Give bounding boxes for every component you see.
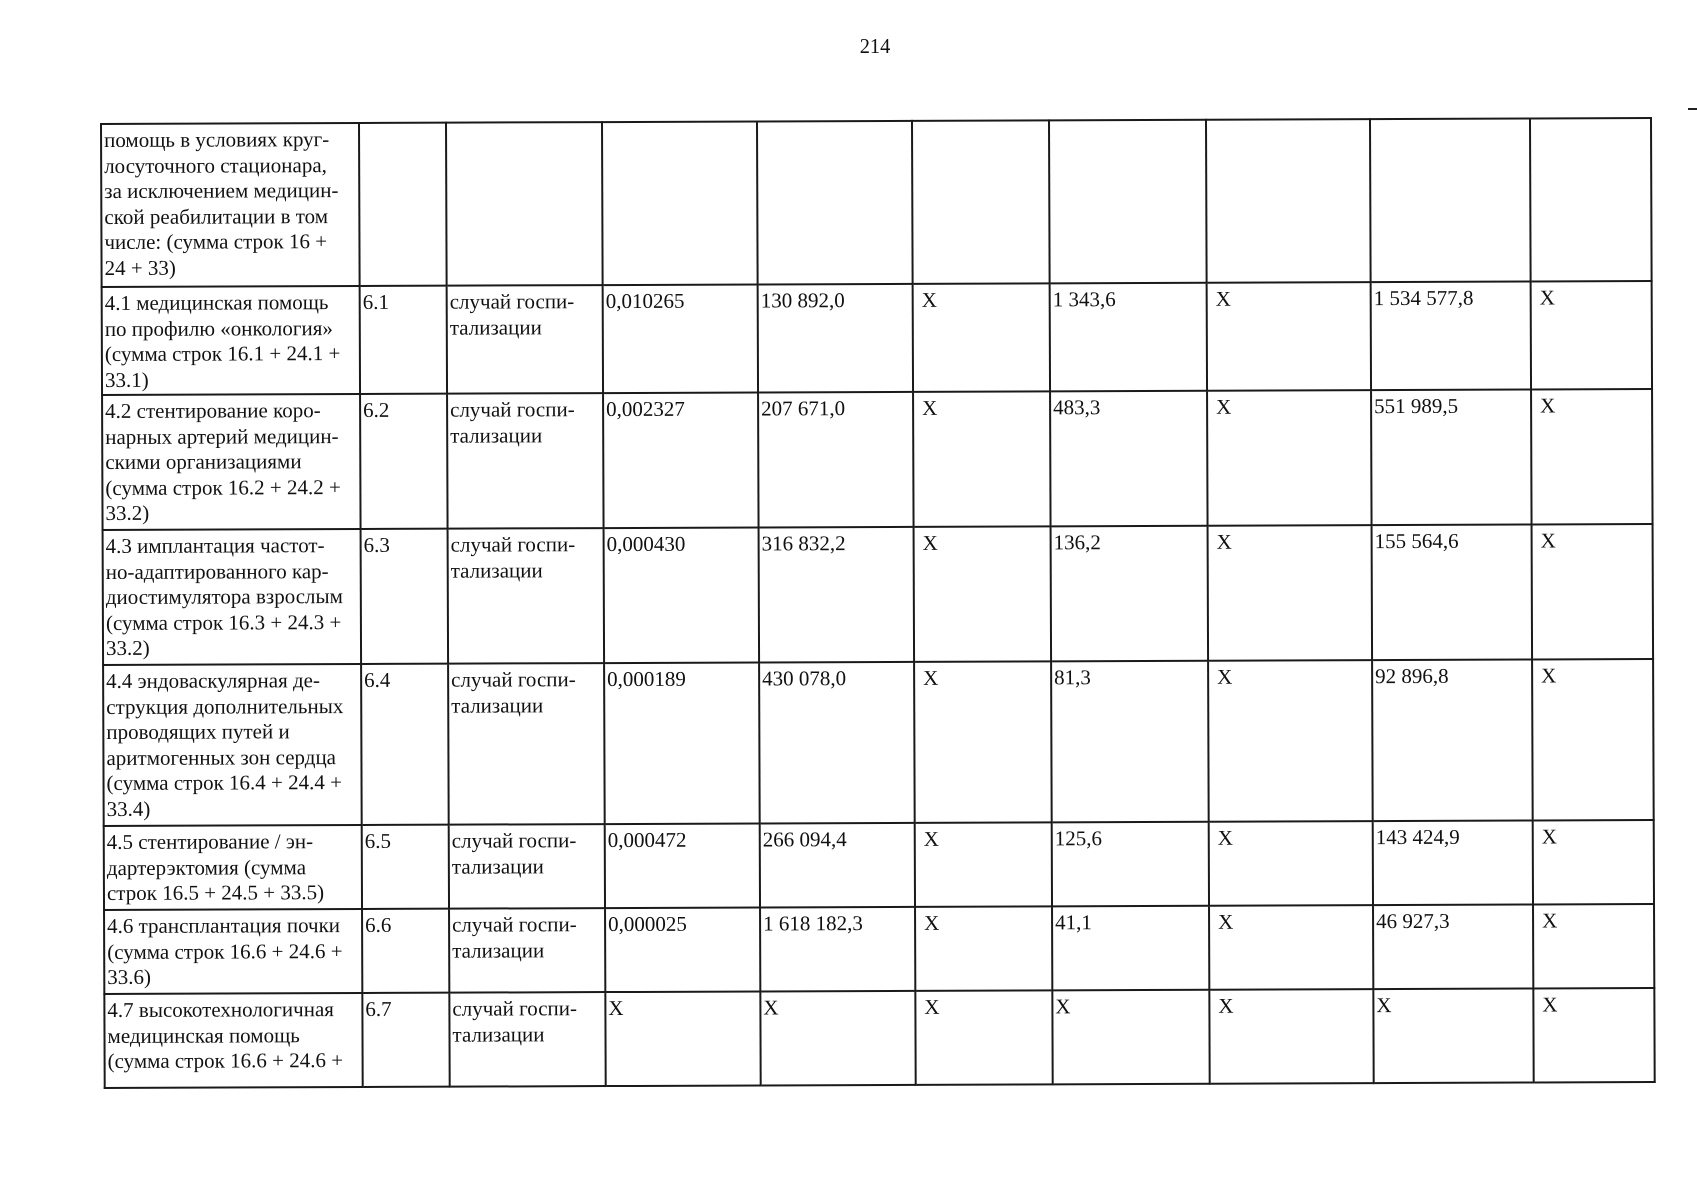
cell-col-7: 483,3 [1050, 391, 1208, 527]
cell-unit-cost: 1 618 182,3 [760, 907, 915, 992]
table-body [101, 118, 1655, 1088]
cell-description: помощь в условиях круг- лосуточного стационара, за исключением медицин- ской реабилитации в том числе: (сумма строк 16 + 24 + 33) [101, 123, 360, 287]
cell-unit: случай госпи- тализации [448, 663, 605, 825]
cell-col-6: X [914, 526, 1052, 662]
cell-col-8: X [1209, 905, 1373, 990]
cell-line-number: 6.2 [360, 394, 448, 529]
cell-line-number: 6.1 [360, 286, 447, 394]
cell-description: 4.5 стентирование / эн- дартерэктомия (сумма строк 16.5 + 24.5 + 33.5) [104, 825, 362, 910]
cell-norm-value [602, 121, 758, 285]
cell-col-8: X [1208, 525, 1373, 661]
cell-col-9: 46 927,3 [1373, 905, 1533, 990]
cell-description: 4.1 медицинская помощь по профилю «онкология» (сумма строк 16.1 + 24.1 + 33.1) [102, 286, 360, 395]
cell-col-8: X [1209, 821, 1373, 906]
cell-col-6: X [915, 822, 1052, 907]
cell-line-number: 6.7 [362, 993, 449, 1087]
cell-unit: случай госпи- тализации [447, 393, 604, 529]
cell-unit-cost: 430 078,0 [759, 662, 915, 824]
cell-unit-cost [757, 121, 913, 285]
cell-norm-value: 0,010265 [603, 284, 758, 393]
cell-col-9: 1 534 577,8 [1371, 282, 1531, 391]
cell-description: 4.4 эндоваскулярная де- струкция дополнительных проводящих путей и аритмогенных зон сердца (сумма строк 16.4 + 24.4 + 33.4) [103, 664, 362, 826]
cell-unit-cost: 130 892,0 [758, 284, 913, 393]
table-row [103, 659, 1654, 826]
table-row [102, 389, 1653, 530]
cell-col-10: X [1531, 281, 1652, 389]
cell-line-number [359, 123, 447, 286]
cell-col-6: X [914, 661, 1052, 823]
cell-norm-value: 0,000472 [605, 823, 760, 908]
cell-col-8: X [1207, 390, 1372, 526]
cell-line-number: 6.4 [361, 664, 449, 825]
cell-col-9: 92 896,8 [1372, 660, 1533, 822]
cell-unit-cost: X [760, 991, 915, 1086]
cell-col-9 [1370, 119, 1531, 283]
cell-unit: случай госпи- тализации [449, 824, 605, 909]
cell-col-10: X [1533, 820, 1654, 904]
table-row [104, 820, 1654, 910]
cell-col-9: 551 989,5 [1371, 390, 1532, 526]
cell-col-6: X [913, 283, 1050, 392]
cell-col-7 [1049, 120, 1207, 284]
cell-col-7: 1 343,6 [1050, 283, 1207, 392]
cell-col-6: X [915, 906, 1052, 991]
cell-col-9: 143 424,9 [1373, 821, 1533, 906]
cell-col-8: X [1209, 989, 1373, 1084]
cell-col-7: 81,3 [1051, 661, 1209, 823]
cell-norm-value: 0,000430 [604, 527, 760, 663]
table-row [104, 988, 1654, 1088]
table-row [101, 118, 1652, 287]
cell-description: 4.3 имплантация частот- но-адаптированного кар- диостимулятора взрослым (сумма строк 16.3 + 24.3 + 33.2) [103, 529, 362, 665]
cell-col-7: X [1052, 990, 1209, 1085]
cell-unit: случай госпи- тализации [447, 285, 603, 394]
cell-col-10: X [1532, 659, 1654, 820]
cell-col-7: 125,6 [1052, 822, 1209, 907]
cell-col-8 [1206, 119, 1371, 283]
cell-norm-value: 0,002327 [603, 392, 759, 528]
table-row [102, 281, 1652, 395]
cell-description: 4.6 трансплантация почки (сумма строк 16.6 + 24.6 + 33.6) [104, 909, 362, 994]
cell-description: 4.7 высокотехнологичная медицинская помощь (сумма строк 16.6 + 24.6 + [104, 993, 362, 1088]
cell-col-10: X [1533, 988, 1654, 1082]
cell-unit: случай госпи- тализации [449, 992, 605, 1087]
cell-norm-value: 0,000025 [605, 907, 760, 992]
table-row [104, 904, 1654, 994]
cell-unit-cost: 266 094,4 [760, 823, 915, 908]
cell-unit-cost: 207 671,0 [758, 392, 914, 528]
cell-line-number: 6.3 [361, 529, 449, 664]
cell-col-6: X [915, 990, 1052, 1085]
cell-unit [446, 122, 603, 286]
data-table [100, 117, 1656, 1089]
cell-col-6 [912, 120, 1050, 284]
cell-line-number: 6.6 [362, 909, 449, 993]
cell-col-6: X [913, 391, 1051, 527]
cell-col-10: X [1533, 904, 1654, 988]
cell-col-8: X [1207, 282, 1371, 391]
page-number: 214 [859, 34, 891, 58]
cell-col-7: 41,1 [1052, 906, 1209, 991]
cell-norm-value: 0,000189 [604, 662, 760, 824]
cell-norm-value: X [605, 991, 760, 1086]
cell-col-10: X [1531, 389, 1653, 524]
cell-line-number: 6.5 [362, 825, 449, 909]
edge-mark [1688, 108, 1697, 110]
cell-unit-cost: 316 832,2 [759, 527, 915, 663]
table-row [103, 524, 1654, 665]
cell-col-7: 136,2 [1051, 526, 1209, 662]
cell-col-9: 155 564,6 [1372, 525, 1533, 661]
cell-col-9: X [1373, 989, 1533, 1084]
cell-description: 4.2 стентирование коро- нарных артерий медицин- скими организациями (сумма строк 16.2 + 24.2 + 33.2) [102, 394, 361, 530]
cell-unit: случай госпи- тализации [448, 528, 605, 664]
cell-col-10: X [1532, 524, 1654, 659]
cell-col-10 [1530, 118, 1652, 281]
cell-unit: случай госпи- тализации [449, 908, 605, 993]
cell-col-8: X [1208, 660, 1373, 822]
